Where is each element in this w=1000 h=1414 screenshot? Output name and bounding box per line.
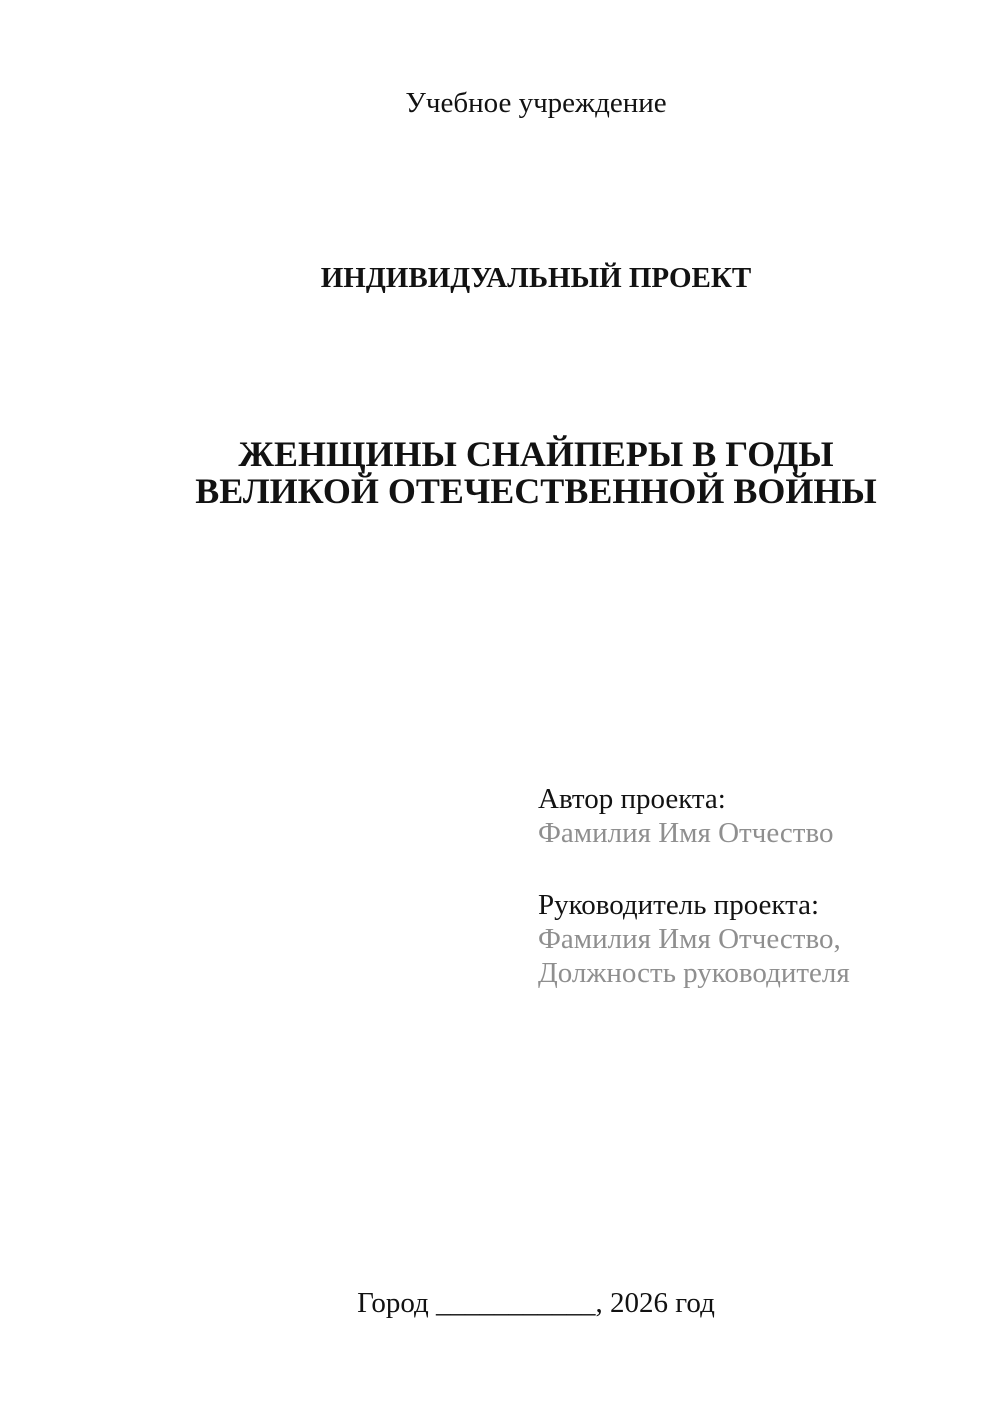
institution-line: Учебное учреждение bbox=[405, 87, 667, 119]
supervisor-name-placeholder: Фамилия Имя Отчество, bbox=[538, 923, 841, 955]
author-name-placeholder: Фамилия Имя Отчество bbox=[538, 817, 834, 849]
supervisor-position-placeholder: Должность руководителя bbox=[538, 957, 850, 989]
city-year-line: Город ___________, 2026 год bbox=[357, 1287, 715, 1319]
project-type-heading: ИНДИВИДУАЛЬНЫЙ ПРОЕКТ bbox=[320, 262, 752, 294]
author-label: Автор проекта: bbox=[538, 783, 726, 815]
project-title: ЖЕНЩИНЫ СНАЙПЕРЫ В ГОДЫ ВЕЛИКОЙ ОТЕЧЕСТВЕННОЙ ВОЙНЫ bbox=[195, 434, 877, 511]
author-block bbox=[538, 782, 850, 850]
supervisor-label: Руководитель проекта: bbox=[538, 889, 820, 921]
credits-block bbox=[538, 782, 850, 990]
supervisor-block bbox=[538, 888, 850, 990]
